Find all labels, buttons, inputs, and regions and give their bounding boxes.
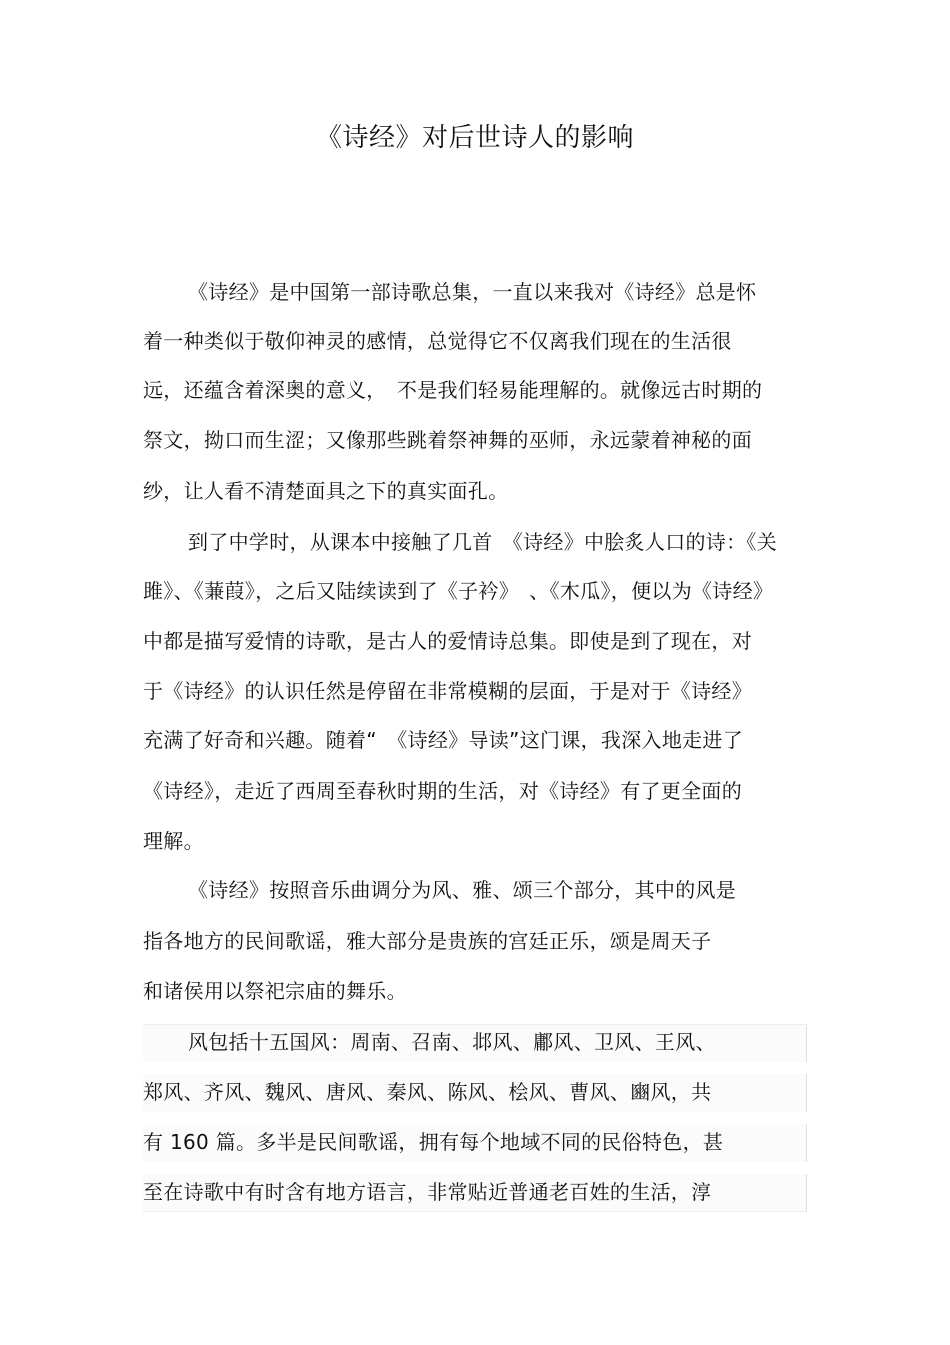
paragraph-3-line: 《诗经》按照音乐曲调分为风、雅、颂三个部分，其中的风是: [188, 878, 737, 902]
paragraph-2-line: 理解。: [143, 829, 204, 853]
paragraph-2-line: 中都是描写爱情的诗歌，是古人的爱情诗总集。即使是到了现在，对: [143, 629, 752, 653]
paragraph-2-line: 于《诗经》的认识任然是停留在非常模糊的层面，于是对于《诗经》: [143, 679, 752, 703]
paragraph-3-line: 指各地方的民间歌谣，雅大部分是贵族的宫廷正乐，颂是周天子: [143, 929, 712, 953]
paragraph-2-line: 到了中学时，从课本中接触了几首 《诗经》中脍炙人口的诗：《关: [188, 530, 777, 554]
paragraph-1-line: 《诗经》是中国第一部诗歌总集，一直以来我对《诗经》总是怀: [188, 280, 757, 304]
paragraph-4-line: 郑风、齐风、魏风、唐风、秦风、陈风、桧风、曹风、豳风，共: [143, 1080, 712, 1104]
paragraph-4-line: 风包括十五国风：周南、召南、邶风、鄘风、卫风、王风、: [188, 1030, 716, 1054]
paragraph-1-line: 着一种类似于敬仰神灵的感情，总觉得它不仅离我们现在的生活很: [143, 329, 732, 353]
paragraph-2-line: 雎》、《蒹葭》，之后又陆续读到了《子衿》 、《木瓜》，便以为《诗经》: [143, 579, 774, 603]
paragraph-1-line: 纱，让人看不清楚面具之下的真实面孔。: [143, 479, 509, 503]
paragraph-4-line: 有 160 篇。多半是民间歌谣，拥有每个地域不同的民俗特色，甚: [143, 1130, 724, 1154]
paragraph-1-line: 祭文，拗口而生涩；又像那些跳着祭神舞的巫师，永远蒙着神秘的面: [143, 428, 752, 452]
paragraph-2-line: 充满了好奇和兴趣。随着“ 《诗经》导读”这门课，我深入地走进了: [143, 728, 744, 752]
paragraph-2-line: 《诗经》，走近了西周至春秋时期的生活，对《诗经》有了更全面的: [143, 779, 742, 803]
paragraph-4-line: 至在诗歌中有时含有地方语言，非常贴近普通老百姓的生活，淳: [143, 1180, 712, 1204]
document-title: 《诗经》对后世诗人的影响: [315, 123, 634, 153]
paragraph-3-line: 和诸侯用以祭祀宗庙的舞乐。: [143, 979, 407, 1003]
paragraph-1-line: 远，还蕴含着深奥的意义， 不是我们轻易能理解的。就像远古时期的: [143, 378, 763, 402]
